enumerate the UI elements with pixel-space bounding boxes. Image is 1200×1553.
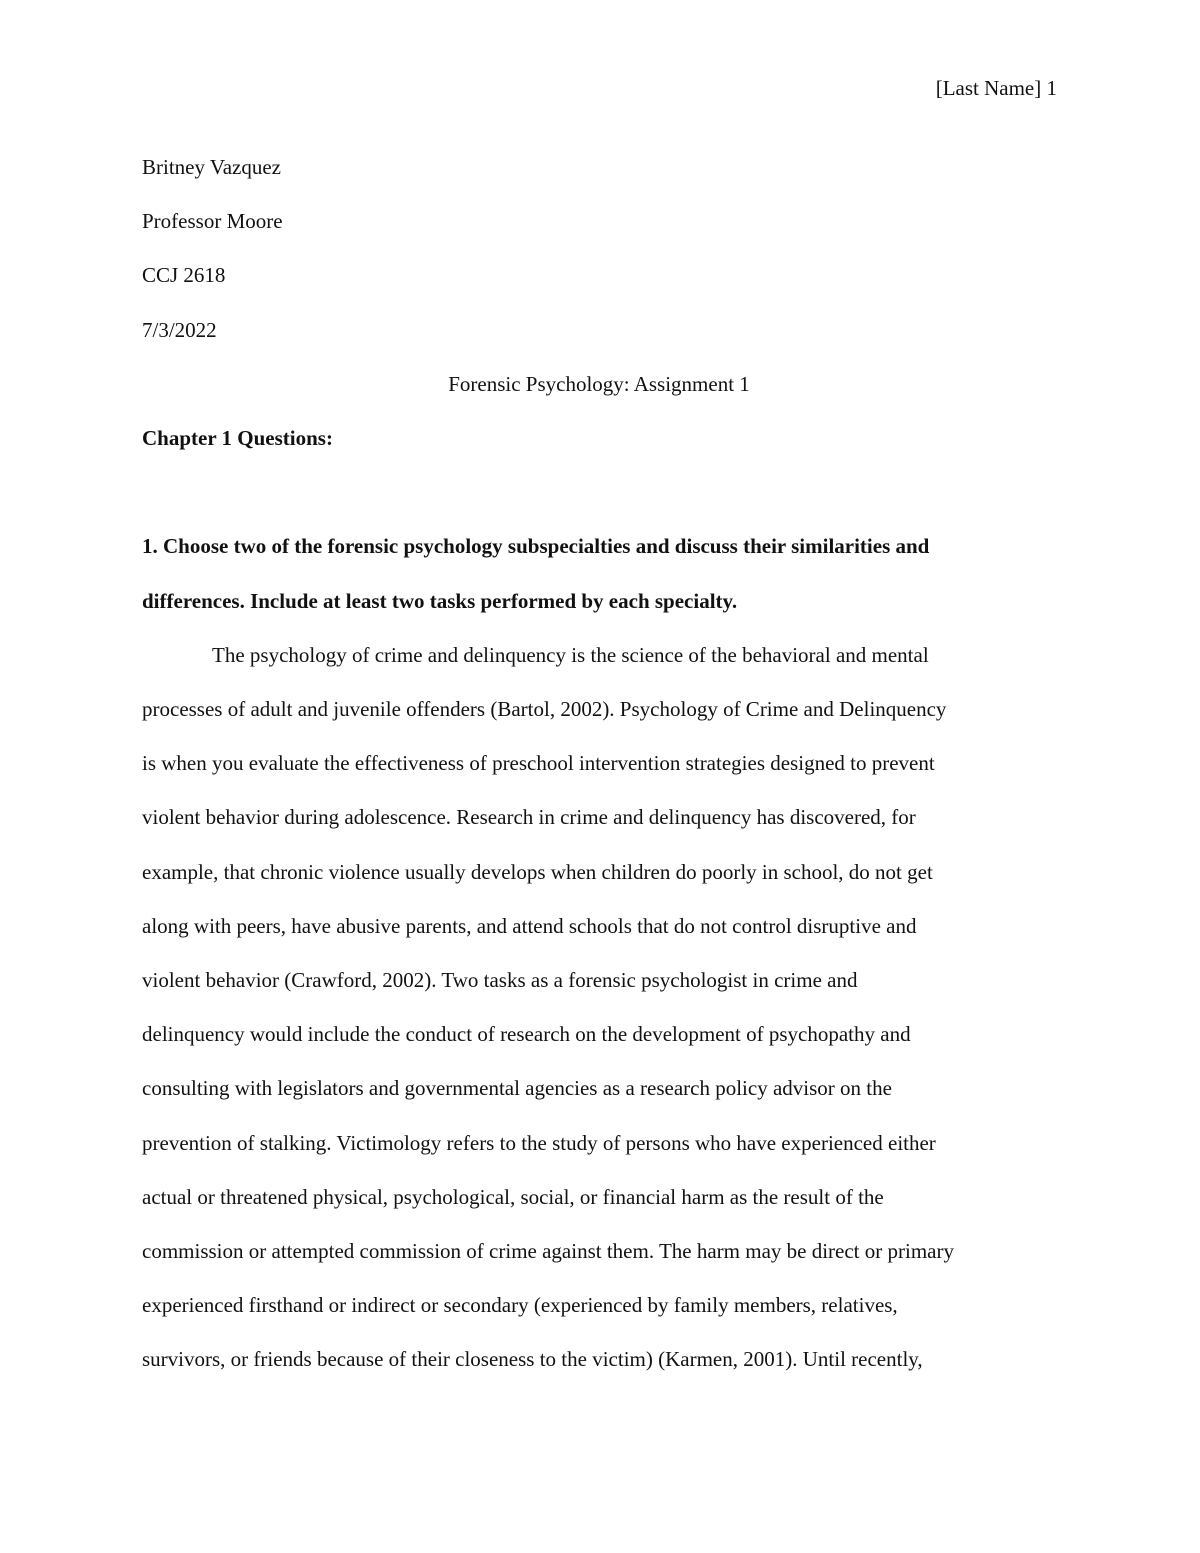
- paragraph-line: prevention of stalking. Victimology refers to the study of persons who have experienced either: [142, 1130, 936, 1155]
- paragraph-line: processes of adult and juvenile offenders (Bartol, 2002). Psychology of Crime and Delinquency: [142, 697, 947, 722]
- blank-line: [142, 465, 1056, 519]
- question-line-1: 1. Choose two of the forensic psychology subspecialties and discuss their similarities and: [142, 534, 930, 559]
- question-line-2: differences. Include at least two tasks performed by each specialty.: [142, 588, 738, 613]
- professor-name: Professor Moore: [142, 209, 283, 234]
- document-body: [142, 140, 1056, 1387]
- paragraph-line: along with peers, have abusive parents, and attend schools that do not control disruptive and: [142, 913, 917, 938]
- paragraph-line: The psychology of crime and delinquency is the science of the behavioral and mental: [212, 642, 929, 667]
- paragraph-line: is when you evaluate the effectiveness of preschool intervention strategies designed to prevent: [142, 751, 935, 776]
- paragraph-line: violent behavior (Crawford, 2002). Two tasks as a forensic psychologist in crime and: [142, 968, 858, 993]
- paragraph-line: violent behavior during adolescence. Research in crime and delinquency has discovered, for: [142, 805, 916, 830]
- paragraph-line: survivors, or friends because of their closeness to the victim) (Karmen, 2001). Until recently,: [142, 1347, 923, 1372]
- paragraph-line: actual or threatened physical, psychological, social, or financial harm as the result of the: [142, 1184, 884, 1209]
- paragraph-line: consulting with legislators and governmental agencies as a research policy advisor on the: [142, 1076, 892, 1101]
- section-heading: Chapter 1 Questions:: [142, 426, 333, 451]
- paragraph-line: commission or attempted commission of crime against them. The harm may be direct or primary: [142, 1239, 954, 1264]
- answer-paragraph: [142, 628, 1056, 1387]
- assignment-date: 7/3/2022: [142, 317, 217, 342]
- course-code: CCJ 2618: [142, 263, 226, 288]
- running-head: [Last Name] 1: [935, 76, 1057, 100]
- document-title: Forensic Psychology: Assignment 1: [448, 371, 750, 396]
- paragraph-line: delinquency would include the conduct of research on the development of psychopathy and: [142, 1022, 911, 1047]
- paragraph-line: example, that chronic violence usually develops when children do poorly in school, do not get: [142, 859, 933, 884]
- student-name: Britney Vazquez: [142, 155, 281, 179]
- paragraph-line: experienced firsthand or indirect or secondary (experienced by family members, relatives,: [142, 1293, 898, 1318]
